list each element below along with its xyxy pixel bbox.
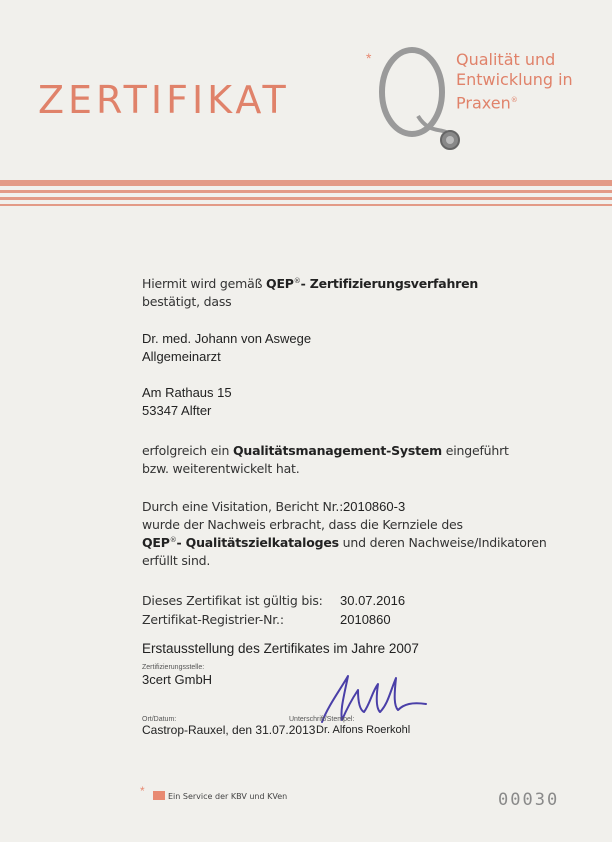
- logo-line-1: Qualität und: [456, 50, 556, 69]
- visitation-line-1: Durch eine Visitation, Bericht Nr.:: [142, 499, 344, 514]
- logo-line-2: Entwicklung in: [456, 70, 573, 89]
- header-stripes: [0, 180, 612, 210]
- footer-service-text: Ein Service der KBV und KVen: [168, 792, 288, 801]
- recipient-street: Am Rathaus 15: [142, 385, 232, 400]
- place-date-label: Ort/Datum:: [142, 716, 177, 723]
- recipient-title: Allgemeinarzt: [142, 349, 221, 364]
- certifier-name: 3cert GmbH: [142, 672, 213, 687]
- success-line-1: erfolgreich ein Qualitätsmanagement-System eingeführt: [142, 443, 509, 458]
- recipient-city: 53347 Alfter: [142, 403, 212, 418]
- place-date: Castrop-Rauxel, den 31.07.2013: [142, 723, 316, 737]
- report-number: 2010860-3: [343, 499, 406, 514]
- visitation-line-4: erfüllt sind.: [142, 553, 211, 568]
- visitation-line-2: wurde der Nachweis erbracht, dass die Kernziele des: [142, 517, 463, 532]
- qep-stethoscope-logo-icon: [370, 44, 466, 156]
- logo-text: [456, 50, 573, 113]
- signature-name: Dr. Alfons Roerkohl: [316, 724, 411, 736]
- intro-line-2: bestätigt, dass: [142, 294, 232, 309]
- kbv-logo-icon: [153, 791, 165, 800]
- logo-reg-mark: ®: [510, 96, 518, 104]
- certificate-title: ZERTIFIKAT: [38, 78, 290, 122]
- logo-line-3: Praxen: [456, 93, 511, 113]
- registration-number: 2010860: [340, 612, 391, 627]
- recipient-name: Dr. med. Johann von Aswege: [142, 331, 312, 346]
- qep-label: QEP: [266, 276, 294, 291]
- certifier-label: Zertifizierungsstelle:: [142, 664, 205, 671]
- first-issue: Erstausstellung des Zertifikates im Jahre 2007: [142, 641, 419, 656]
- signature-label: Unterschrift/Stempel:: [289, 716, 355, 723]
- valid-until-label: Dieses Zertifikat ist gültig bis:: [142, 593, 323, 608]
- valid-until-date: 30.07.2016: [340, 593, 406, 608]
- document-number: 00030: [498, 790, 560, 810]
- visitation-line-3: QEP®- Qualitätszielkataloges und deren Nachweise/Indikatoren: [142, 535, 547, 550]
- registration-label: Zertifikat-Registrier-Nr.:: [142, 612, 284, 627]
- logo-star: *: [366, 50, 372, 66]
- footer-star: *: [140, 784, 145, 798]
- success-line-2: bzw. weiterentwickelt hat.: [142, 461, 300, 476]
- intro-line-1: Hiermit wird gemäß QEP®- Zertifizierungsverfahren: [142, 276, 479, 291]
